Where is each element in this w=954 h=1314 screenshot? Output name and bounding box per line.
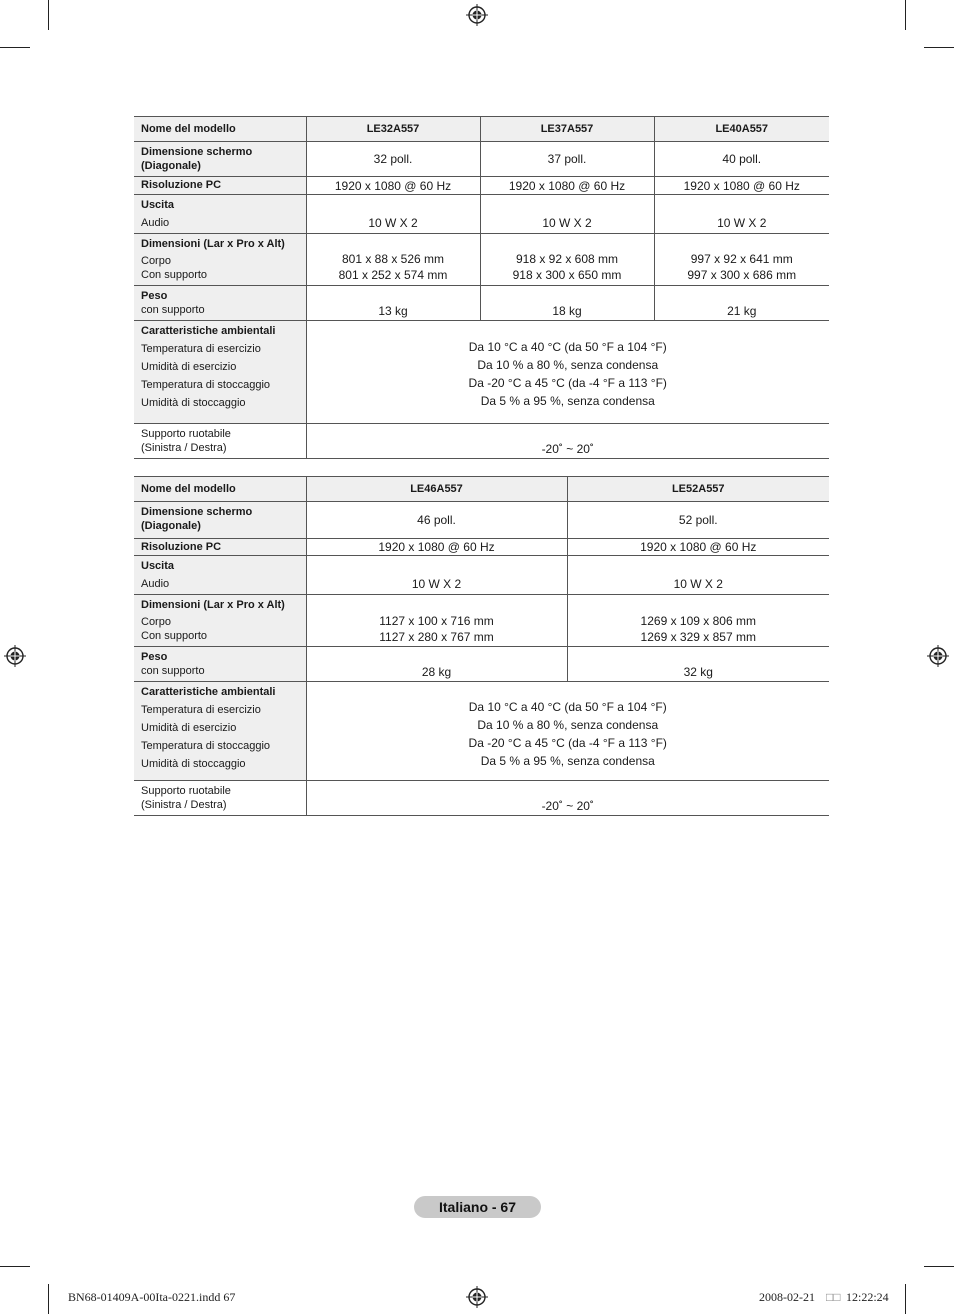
spec-table-1: [134, 116, 829, 459]
model-header: LE52A557: [567, 477, 829, 502]
row-label-swivel: Supporto ruotabile (Sinistra / Destra): [134, 424, 306, 459]
table-row: [134, 286, 829, 321]
table-row: [134, 682, 829, 781]
crop-mark: [0, 47, 30, 48]
model-header: LE32A557: [306, 117, 480, 142]
row-label-model: Nome del modello: [134, 477, 306, 502]
row-label-model: Nome del modello: [134, 117, 306, 142]
cell-dimensions: 997 x 92 x 641 mm 997 x 300 x 686 mm: [654, 234, 829, 286]
cell-resolution: 1920 x 1080 @ 60 Hz: [306, 539, 567, 556]
cell-swivel: -20˚ ~ 20˚: [306, 781, 829, 816]
table-row: [134, 556, 829, 595]
cell-audio: 10 W X 2: [480, 195, 654, 234]
registration-mark-icon: [4, 645, 26, 667]
table-row: [134, 424, 829, 459]
table-row: [134, 177, 829, 195]
cell-screen: 32 poll.: [306, 142, 480, 177]
table-row: [134, 321, 829, 424]
crop-mark: [905, 1284, 906, 1314]
footer-time: 12:22:24: [846, 1290, 889, 1304]
crop-mark: [48, 0, 49, 30]
row-label-swivel: Supporto ruotabile (Sinistra / Destra): [134, 781, 306, 816]
row-label-weight: Peso con supporto: [134, 647, 306, 682]
page-number-badge: Italiano - 67: [414, 1196, 541, 1218]
cell-weight: 32 kg: [567, 647, 829, 682]
table-row: [134, 595, 829, 647]
table-row: [134, 502, 829, 539]
footer-date: 2008-02-21: [759, 1290, 815, 1304]
registration-mark-icon: [466, 1286, 488, 1308]
cell-dimensions: 1127 x 100 x 716 mm 1127 x 280 x 767 mm: [306, 595, 567, 647]
cell-resolution: 1920 x 1080 @ 60 Hz: [306, 177, 480, 195]
footer-glyphs: □□: [826, 1290, 841, 1304]
row-label-screen: Dimensione schermo (Diagonale): [134, 502, 306, 539]
cell-environment: Da 10 °C a 40 °C (da 50 °F a 104 °F) Da 10 % a 80 %, senza condensa Da -20 °C a 45 °C (da -4 °F a 113 °F) Da 5 % a 95 %, senza condensa: [306, 682, 829, 781]
cell-screen: 40 poll.: [654, 142, 829, 177]
cell-audio: 10 W X 2: [306, 556, 567, 595]
row-label-environment: Caratteristiche ambientali Temperatura di esercizio Umidità di esercizio Temperatura di stoccaggio Umidità di stoccaggio: [134, 321, 306, 424]
row-label-weight: Peso con supporto: [134, 286, 306, 321]
spec-table-2: [134, 476, 829, 816]
row-label-dimensions: Dimensioni (Lar x Pro x Alt) Corpo Con supporto: [134, 234, 306, 286]
cell-dimensions: 918 x 92 x 608 mm 918 x 300 x 650 mm: [480, 234, 654, 286]
row-label-resolution: Risoluzione PC: [134, 539, 306, 556]
registration-mark-icon: [466, 4, 488, 26]
table-row: [134, 195, 829, 234]
cell-resolution: 1920 x 1080 @ 60 Hz: [654, 177, 829, 195]
table-row: [134, 647, 829, 682]
table-row: [134, 477, 829, 502]
row-label-environment: Caratteristiche ambientali Temperatura di esercizio Umidità di esercizio Temperatura di stoccaggio Umidità di stoccaggio: [134, 682, 306, 781]
model-header: LE37A557: [480, 117, 654, 142]
cell-dimensions: 1269 x 109 x 806 mm 1269 x 329 x 857 mm: [567, 595, 829, 647]
model-header: LE40A557: [654, 117, 829, 142]
cell-environment: Da 10 °C a 40 °C (da 50 °F a 104 °F) Da 10 % a 80 %, senza condensa Da -20 °C a 45 °C (da -4 °F a 113 °F) Da 5 % a 95 %, senza condensa: [306, 321, 829, 424]
cell-weight: 21 kg: [654, 286, 829, 321]
table-row: [134, 781, 829, 816]
crop-mark: [905, 0, 906, 30]
crop-mark: [0, 1266, 30, 1267]
row-label-screen: Dimensione schermo (Diagonale): [134, 142, 306, 177]
crop-mark: [924, 47, 954, 48]
cell-dimensions: 801 x 88 x 526 mm 801 x 252 x 574 mm: [306, 234, 480, 286]
cell-screen: 37 poll.: [480, 142, 654, 177]
registration-mark-icon: [927, 645, 949, 667]
cell-swivel: -20˚ ~ 20˚: [306, 424, 829, 459]
table-row: [134, 142, 829, 177]
cell-resolution: 1920 x 1080 @ 60 Hz: [567, 539, 829, 556]
cell-screen: 52 poll.: [567, 502, 829, 539]
cell-weight: 13 kg: [306, 286, 480, 321]
cell-weight: 18 kg: [480, 286, 654, 321]
row-label-dimensions: Dimensioni (Lar x Pro x Alt) Corpo Con supporto: [134, 595, 306, 647]
cell-audio: 10 W X 2: [306, 195, 480, 234]
model-header: LE46A557: [306, 477, 567, 502]
footer-file-name: BN68-01409A-00Ita-0221.indd 67: [68, 1290, 236, 1304]
table-row: [134, 117, 829, 142]
row-label-output: Uscita Audio: [134, 195, 306, 234]
cell-resolution: 1920 x 1080 @ 60 Hz: [480, 177, 654, 195]
cell-audio: 10 W X 2: [567, 556, 829, 595]
table-row: [134, 234, 829, 286]
crop-mark: [48, 1284, 49, 1314]
row-label-resolution: Risoluzione PC: [134, 177, 306, 195]
crop-mark: [924, 1266, 954, 1267]
cell-weight: 28 kg: [306, 647, 567, 682]
cell-audio: 10 W X 2: [654, 195, 829, 234]
table-row: [134, 539, 829, 556]
cell-screen: 46 poll.: [306, 502, 567, 539]
row-label-output: Uscita Audio: [134, 556, 306, 595]
